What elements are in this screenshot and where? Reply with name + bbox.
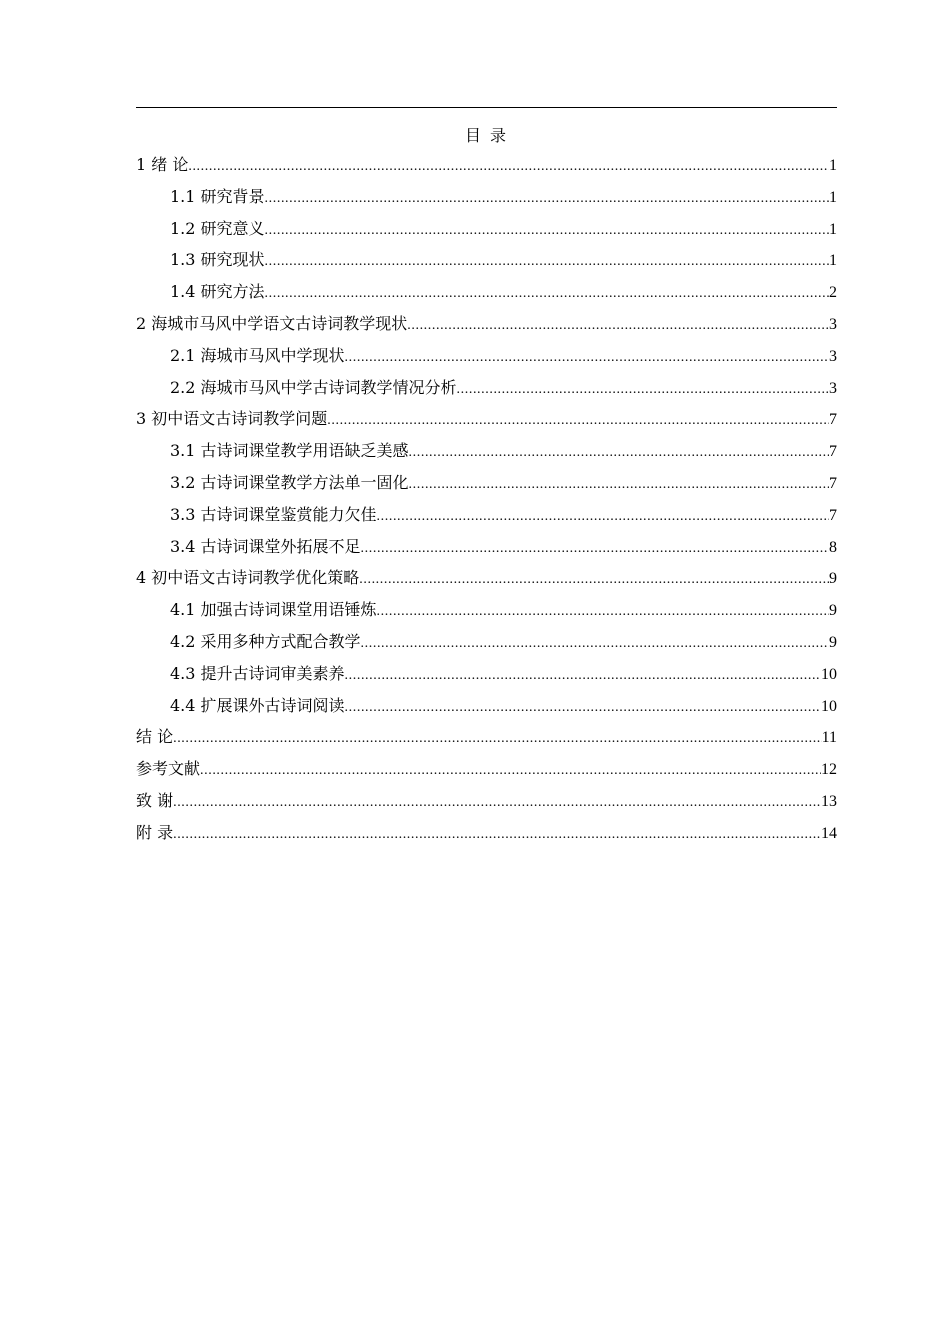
toc-entry-page: 3 — [829, 347, 837, 365]
toc-leader-dots — [173, 787, 821, 819]
toc-entry-3-3[interactable] — [136, 499, 837, 531]
toc-entry-label: 4 初中语文古诗词教学优化策略 — [136, 568, 360, 588]
toc-leader-dots — [345, 660, 821, 692]
toc-entry-1-1[interactable] — [136, 181, 837, 213]
toc-entry-label: 2 海城市马风中学语文古诗词教学现状 — [136, 313, 408, 333]
toc-entry-label: 4.1 加强古诗词课堂用语锤炼 — [170, 600, 377, 620]
toc-leader-dots — [265, 215, 829, 247]
toc-entry-3-4[interactable] — [136, 531, 837, 563]
toc-entry-page: 7 — [829, 443, 837, 461]
toc-entry-label: 致 谢 — [136, 790, 174, 810]
toc-leader-dots — [173, 723, 822, 755]
toc-entry-page: 2 — [829, 284, 837, 302]
toc-entry-2-1[interactable] — [136, 340, 837, 372]
toc-entry-page: 11 — [821, 729, 837, 747]
toc-entry-label: 2.1 海城市马风中学现状 — [170, 345, 345, 365]
toc-entry-label: 3 初中语文古诗词教学问题 — [136, 409, 328, 429]
toc-entry-label: 2.2 海城市马风中学古诗词教学情况分析 — [170, 377, 457, 397]
toc-entry-label: 1 绪 论 — [136, 155, 189, 174]
toc-entry-conclusion[interactable] — [136, 721, 837, 753]
toc-entry-2-2[interactable] — [136, 372, 837, 404]
toc-leader-dots — [409, 469, 829, 501]
toc-entry-page: 8 — [829, 538, 837, 556]
toc-entry-label: 3.2 古诗词课堂教学方法单一固化 — [170, 472, 409, 492]
toc-entry-label: 3.3 古诗词课堂鉴赏能力欠佳 — [170, 504, 377, 524]
toc-entry-label: 1.4 研究方法 — [170, 282, 265, 302]
toc-leader-dots — [457, 374, 829, 406]
table-of-contents — [136, 149, 837, 849]
toc-leader-dots — [188, 151, 829, 183]
toc-entry-label: 结 论 — [136, 727, 174, 747]
toc-entry-page: 10 — [821, 665, 837, 683]
toc-entry-label: 1.3 研究现状 — [170, 250, 265, 270]
toc-leader-dots — [200, 755, 821, 787]
toc-leader-dots — [265, 278, 829, 310]
toc-entry-1-4[interactable] — [136, 276, 837, 308]
toc-entry-label: 4.2 采用多种方式配合教学 — [170, 631, 361, 651]
toc-entry-4-2[interactable] — [136, 626, 837, 658]
toc-entry-acknowledgements[interactable] — [136, 785, 837, 817]
toc-entry-label: 3.4 古诗词课堂外拓展不足 — [170, 536, 361, 556]
toc-entry-4[interactable] — [136, 562, 837, 594]
toc-entry-page: 7 — [829, 506, 837, 524]
toc-entry-2[interactable] — [136, 308, 837, 340]
toc-entry-references[interactable] — [136, 753, 837, 785]
toc-entry-page: 13 — [821, 792, 837, 810]
toc-leader-dots — [361, 628, 829, 660]
toc-entry-page: 1 — [829, 220, 837, 238]
toc-entry-page: 14 — [821, 824, 837, 842]
toc-leader-dots — [265, 246, 829, 278]
toc-entry-page: 3 — [829, 315, 837, 333]
toc-entry-3[interactable] — [136, 403, 837, 435]
toc-entry-4-4[interactable] — [136, 690, 837, 722]
toc-entry-page: 10 — [821, 697, 837, 715]
toc-entry-label: 4.4 扩展课外古诗词阅读 — [170, 695, 345, 715]
toc-leader-dots — [265, 183, 829, 215]
toc-leader-dots — [345, 342, 829, 374]
toc-entry-page: 9 — [829, 602, 837, 620]
toc-entry-label: 参考文献 — [136, 759, 201, 779]
toc-leader-dots — [409, 437, 829, 469]
toc-entry-label: 4.3 提升古诗词审美素养 — [170, 663, 345, 683]
toc-leader-dots — [407, 310, 829, 342]
toc-entry-3-1[interactable] — [136, 435, 837, 467]
toc-entry-page: 12 — [821, 761, 837, 779]
toc-entry-page: 9 — [829, 570, 837, 588]
toc-leader-dots — [377, 596, 829, 628]
toc-title: 目 录 — [464, 126, 509, 145]
toc-leader-dots — [361, 533, 829, 565]
toc-entry-page: 1 — [829, 252, 837, 270]
toc-entry-appendix[interactable] — [136, 817, 837, 849]
toc-entry-1-3[interactable] — [136, 244, 837, 276]
toc-entry-page: 1 — [829, 157, 837, 174]
toc-entry-label: 3.1 古诗词课堂教学用语缺乏美感 — [170, 441, 409, 461]
toc-entry-1[interactable] — [136, 149, 837, 181]
header-rule — [136, 107, 837, 108]
toc-entry-label: 1.2 研究意义 — [170, 218, 265, 238]
toc-leader-dots — [345, 692, 821, 724]
toc-leader-dots — [359, 564, 829, 596]
toc-leader-dots — [327, 405, 829, 437]
toc-entry-4-3[interactable] — [136, 658, 837, 690]
toc-leader-dots — [377, 501, 829, 533]
toc-entry-page: 7 — [829, 411, 837, 429]
toc-entry-4-1[interactable] — [136, 594, 837, 626]
toc-entry-label: 1.1 研究背景 — [170, 186, 265, 206]
toc-leader-dots — [173, 819, 821, 851]
toc-entry-page: 7 — [829, 474, 837, 492]
toc-entry-1-2[interactable] — [136, 213, 837, 245]
toc-entry-page: 3 — [829, 379, 837, 397]
toc-entry-page: 1 — [829, 188, 837, 206]
toc-entry-page: 9 — [829, 633, 837, 651]
toc-entry-3-2[interactable] — [136, 467, 837, 499]
toc-entry-label: 附 录 — [136, 822, 174, 842]
